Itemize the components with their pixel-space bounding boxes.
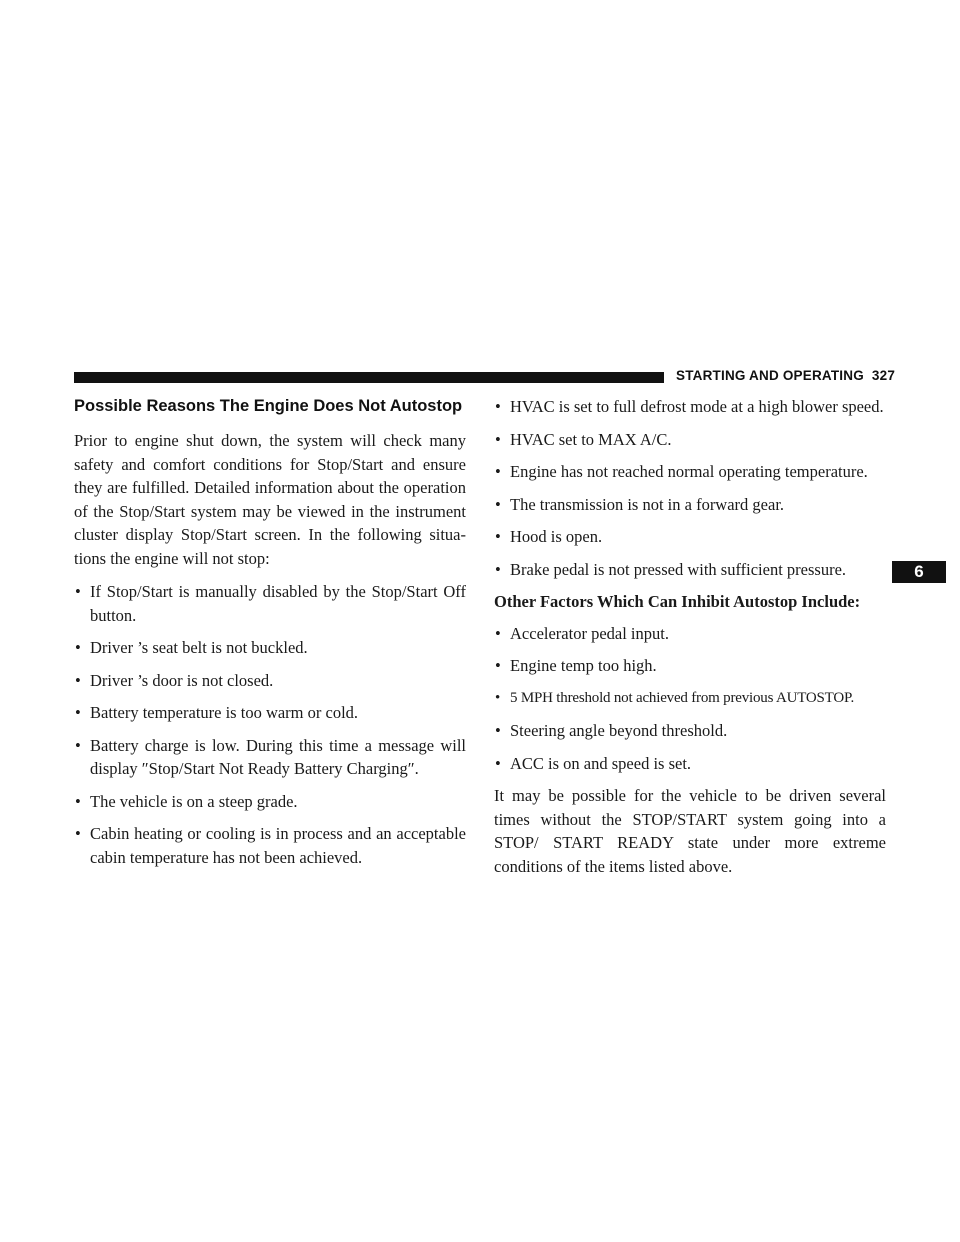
chapter-tab: 6 <box>892 561 946 583</box>
intro-paragraph: Prior to engine shut down, the system will check many safety and comfort conditions for Stop/Start and ensure they are fulfilled. Detailed information about the operation of the Stop/Start system may be viewed in the instrument cluster display Stop/Start screen. In the following situa-tions the engine will not stop: <box>74 431 466 568</box>
bullet-icon: • <box>75 824 81 843</box>
list-item: • HVAC is set to full defrost mode at a high blower speed. <box>494 395 886 419</box>
no-stop-conditions-list <box>74 580 466 869</box>
list-item: • ACC is on and speed is set. <box>494 752 886 776</box>
list-item: • Brake pedal is not pressed with sufficient pressure. <box>494 558 886 582</box>
bullet-icon: • <box>75 582 81 601</box>
bullet-icon: • <box>495 753 501 773</box>
bullet-icon: • <box>75 703 81 722</box>
bullet-icon: • <box>75 670 81 690</box>
bullet-icon: • <box>495 559 501 579</box>
left-column <box>74 395 466 878</box>
list-item: • Accelerator pedal input. <box>494 622 886 646</box>
list-item: • Driver ’s door is not closed. <box>74 669 466 693</box>
list-item: • Driver ’s seat belt is not buckled. <box>74 636 466 660</box>
bullet-icon: • <box>495 462 501 481</box>
list-item: • Hood is open. <box>494 525 886 549</box>
closing-paragraph: It may be possible for the vehicle to be driven several times without the STOP/START system going into a STOP/ START READY state under more extreme conditions of the items listed above. <box>494 786 886 876</box>
bullet-icon: • <box>495 494 501 514</box>
list-item: • Battery charge is low. During this time a message will display ″Stop/Start Not Ready Battery Charging″. <box>75 735 466 778</box>
bullet-icon: • <box>495 397 501 416</box>
bullet-icon: • <box>75 791 81 811</box>
bullet-icon: • <box>495 656 501 675</box>
list-item: • Engine temp too high. <box>494 654 886 678</box>
bullet-icon: • <box>75 638 81 657</box>
list-item: • 5 MPH threshold not achieved from previous AUTOSTOP. <box>494 687 886 711</box>
list-item: • Cabin heating or cooling is in process and an acceptable cabin temperature has not been achieved. <box>75 824 466 867</box>
section-title: STARTING AND OPERATING <box>676 368 864 383</box>
bullet-icon: • <box>495 721 501 740</box>
page-number: 327 <box>871 368 896 383</box>
list-item: • HVAC set to MAX A/C. <box>494 428 886 452</box>
list-item: • The vehicle is on a steep grade. <box>74 790 466 814</box>
list-item: • If Stop/Start is manually disabled by the Stop/Start Off button. <box>75 582 466 625</box>
bullet-icon: • <box>495 527 501 546</box>
running-header <box>676 368 896 383</box>
list-item: • The transmission is not in a forward gear. <box>494 493 886 517</box>
list-item: • Battery temperature is too warm or cold. <box>74 701 466 725</box>
right-column <box>494 395 886 888</box>
section-heading: Possible Reasons The Engine Does Not Autostop <box>74 397 463 415</box>
bullet-icon: • <box>495 689 501 706</box>
header-rule <box>74 372 664 383</box>
list-item: • Steering angle beyond threshold. <box>494 719 886 743</box>
no-stop-conditions-list-continued <box>494 395 886 581</box>
inhibit-factors-list <box>494 622 886 776</box>
subheading: Other Factors Which Can Inhibit Autostop Include: <box>494 592 861 611</box>
bullet-icon: • <box>495 429 501 449</box>
list-item: • Engine has not reached normal operating temperature. <box>494 460 886 484</box>
bullet-icon: • <box>75 735 81 755</box>
bullet-icon: • <box>495 623 501 643</box>
